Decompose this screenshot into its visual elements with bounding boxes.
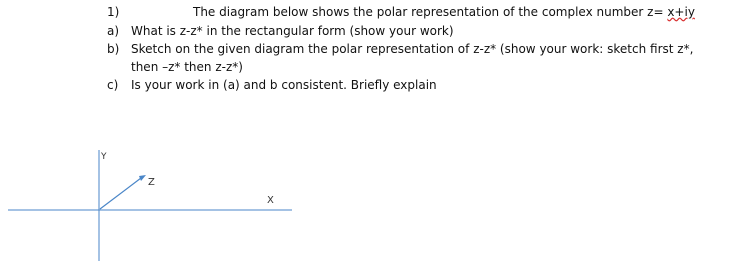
complex-number-expression: x+iy [667, 5, 695, 19]
part-b-text-line2: then –z* then z-z*) [131, 60, 243, 74]
z-vector-arrowhead [139, 175, 146, 181]
z-vector-label: Z [148, 177, 155, 188]
part-b-label: b) [107, 42, 120, 56]
part-c-label: c) [107, 78, 119, 92]
question-intro-text: The diagram below shows the polar representation of the complex number z= [193, 5, 668, 19]
z-vector [100, 178, 141, 209]
part-b-text-line1: Sketch on the given diagram the polar representation of z-z* (show your work: sketch first z*, [131, 42, 694, 56]
x-axis-label: X [267, 195, 274, 206]
part-a-text: What is z-z* in the rectangular form (show your work) [131, 24, 454, 38]
part-c-text: Is your work in (a) and b consistent. Briefly explain [131, 78, 437, 92]
part-a-label: a) [107, 24, 120, 38]
question-number: 1) [107, 5, 120, 19]
y-axis-label: Y [101, 152, 107, 162]
